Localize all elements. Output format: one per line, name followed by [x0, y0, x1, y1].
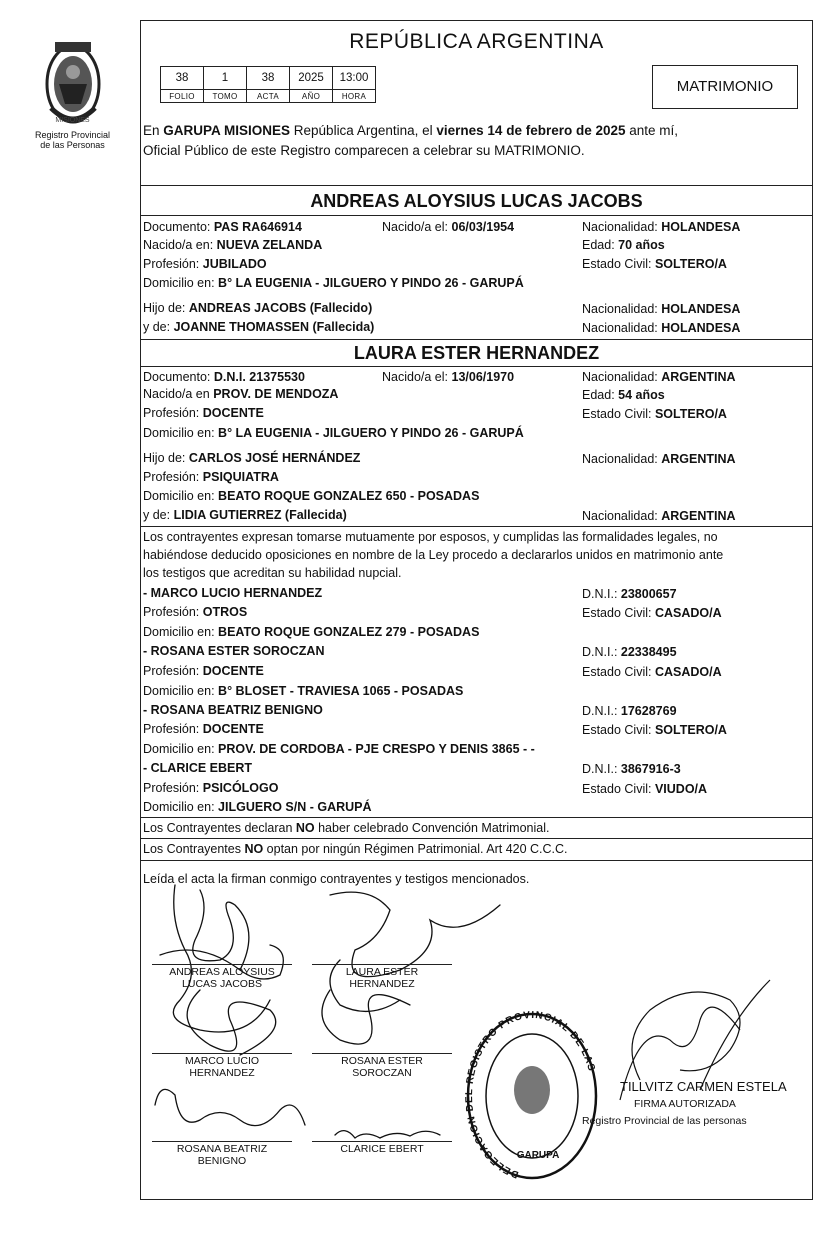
- label: Domicilio en:: [143, 426, 215, 440]
- spouse2-age: [582, 388, 665, 403]
- witness3-dni-value: 17628769: [620, 704, 677, 718]
- label: Domicilio en:: [143, 684, 215, 698]
- intro-line-1: [143, 123, 678, 138]
- spouse2-birthplace: [143, 387, 338, 402]
- registry-logo: [20, 38, 125, 150]
- label: Profesión:: [143, 781, 200, 795]
- witness1-addr: [143, 625, 479, 640]
- witness3-civil: [582, 723, 727, 738]
- spouse2-mother-nat: [582, 509, 736, 524]
- label: Nacionalidad:: [582, 509, 658, 523]
- caption-line: CLARICE EBERT: [340, 1143, 424, 1155]
- witness1-addr-value: BEATO ROQUE GONZALEZ 279 - POSADAS: [218, 625, 480, 639]
- spouse2-birth: [382, 370, 514, 385]
- spouse1-doc: [143, 220, 302, 235]
- spouse2-father-nat: [582, 452, 736, 467]
- convention-line-2: [143, 842, 568, 857]
- label: Estado Civil:: [582, 606, 652, 620]
- intro-text-b: República Argentina, el: [290, 123, 437, 138]
- witness2-name: [143, 644, 325, 659]
- spouse1-mother-nat-value: HOLANDESA: [661, 321, 741, 335]
- divider: [140, 526, 813, 527]
- spouse2-prof: [143, 406, 264, 421]
- declaration-line-1: Los contrayentes expresan tomarse mutuamente por esposos, y cumplidas las formalidades legales, no: [143, 530, 718, 544]
- caption-line: LAURA ESTER: [345, 966, 419, 978]
- spouse2-father-nat-value: ARGENTINA: [661, 452, 736, 466]
- spouse1-prof-value: JUBILADO: [202, 257, 267, 271]
- label: Domicilio en:: [143, 489, 215, 503]
- intro-date: viernes 14 de febrero de 2025: [436, 123, 626, 138]
- spouse1-name: ANDREAS ALOYSIUS LUCAS JACOBS: [310, 191, 643, 211]
- caption-line: HERNANDEZ: [189, 1067, 255, 1079]
- witness2-civil: [582, 665, 722, 680]
- official-name: TILLVITZ CARMEN ESTELA: [620, 1079, 787, 1094]
- label: Profesión:: [143, 722, 200, 736]
- spouse1-age: [582, 238, 665, 253]
- label: Documento:: [143, 220, 211, 234]
- divider: [140, 860, 813, 861]
- label: Profesión:: [143, 605, 200, 619]
- label: Hijo de:: [143, 301, 186, 315]
- registry-caption-1: Registro Provincial: [34, 130, 111, 140]
- label: Profesión:: [143, 257, 200, 271]
- stamp-ring-text: DELEGACION DEL REGISTRO PROVINCIAL DE LAS: [463, 1009, 597, 1180]
- witness2-addr-value: B° BLOSET - TRAVIESA 1065 - POSADAS: [218, 684, 464, 698]
- witness2-addr: [143, 684, 463, 699]
- spouse1-addr-value: B° LA EUGENIA - JILGUERO Y PINDO 26 - GARUPÁ: [218, 276, 524, 290]
- negation: NO: [244, 842, 264, 856]
- witness3-prof: [143, 722, 264, 737]
- tomo-value: 1: [204, 67, 247, 90]
- label: Profesión:: [143, 406, 200, 420]
- label: D.N.I.:: [582, 762, 618, 776]
- spouse1-civil-value: SOLTERO/A: [654, 257, 727, 271]
- divider: [140, 838, 813, 839]
- label: D.N.I.:: [582, 587, 618, 601]
- spouse1-age-value: 70 años: [618, 238, 665, 252]
- witness2-name-value: - ROSANA ESTER SOROCZAN: [143, 644, 325, 658]
- label: Edad:: [582, 238, 615, 252]
- caption-line: SOROCZAN: [352, 1067, 412, 1079]
- anio-label: AÑO: [290, 90, 333, 103]
- closing-statement: Leída el acta la firman conmigo contrayentes y testigos mencionados.: [143, 872, 530, 886]
- signature-caption-5: [152, 1143, 292, 1167]
- spouse2-addr-value: B° LA EUGENIA - JILGUERO Y PINDO 26 - GARUPÁ: [218, 426, 524, 440]
- spouse2-mother-value: LIDIA GUTIERREZ (Fallecida): [173, 508, 347, 522]
- witness1-civil-value: CASADO/A: [654, 606, 722, 620]
- label: Domicilio en:: [143, 276, 215, 290]
- label: Nacionalidad:: [582, 370, 658, 384]
- spouse2-father: [143, 451, 360, 466]
- divider: [140, 215, 813, 216]
- spouse2-doc: [143, 370, 305, 385]
- witness3-civil-value: SOLTERO/A: [654, 723, 727, 737]
- page-title: REPÚBLICA ARGENTINA: [349, 30, 604, 53]
- label: Nacionalidad:: [582, 452, 658, 466]
- text: haber celebrado Convención Matrimonial.: [314, 821, 550, 835]
- witness4-addr: [143, 800, 372, 815]
- text: Los Contrayentes declaran: [143, 821, 296, 835]
- intro-line-2: Oficial Público de este Registro comparecen a celebrar su MATRIMONIO.: [143, 143, 585, 158]
- witness1-name-value: - MARCO LUCIO HERNANDEZ: [143, 586, 323, 600]
- signature-scribble-5: [155, 1089, 305, 1125]
- witness3-name-value: - ROSANA BEATRIZ BENIGNO: [143, 703, 323, 717]
- witness4-dni: [582, 762, 681, 777]
- signature-caption-1: [152, 966, 292, 990]
- witness2-prof-value: DOCENTE: [202, 664, 264, 678]
- stamp-bottom-text: GARUPA: [516, 1150, 560, 1161]
- acta-value: 38: [247, 67, 290, 90]
- spouse2-father-prof: [143, 470, 279, 485]
- spouse1-birth-value: 06/03/1954: [451, 220, 515, 234]
- signature-caption-2: [312, 966, 452, 990]
- signature-line: [152, 964, 292, 965]
- label: D.N.I.:: [582, 645, 618, 659]
- spouse1-mother: [143, 320, 374, 335]
- act-type-box: MATRIMONIO: [652, 65, 798, 109]
- witness2-dni: [582, 645, 677, 660]
- anio-value: 2025: [290, 67, 333, 90]
- spouse2-addr: [143, 426, 524, 441]
- label: Estado Civil:: [582, 665, 652, 679]
- hora-value: 13:00: [333, 67, 376, 90]
- registry-caption-2: de las Personas: [40, 140, 105, 150]
- witness1-dni-value: 23800657: [620, 587, 677, 601]
- witness4-name-value: - CLARICE EBERT: [143, 761, 253, 775]
- spouse1-mother-value: JOANNE THOMASSEN (Fallecida): [173, 320, 375, 334]
- witness4-addr-value: JILGUERO S/N - GARUPÁ: [218, 800, 372, 814]
- label: Nacionalidad:: [582, 302, 658, 316]
- spouse1-mother-nat: [582, 321, 740, 336]
- label: Nacido/a el:: [382, 370, 449, 384]
- label: Hijo de:: [143, 451, 186, 465]
- spouse2-father-addr-value: BEATO ROQUE GONZALEZ 650 - POSADAS: [218, 489, 480, 503]
- spouse2-age-value: 54 años: [618, 388, 665, 402]
- folio-value: 38: [161, 67, 204, 90]
- spouse1-birthplace: [143, 238, 322, 253]
- witness4-prof: [143, 781, 278, 796]
- spouse2-mother-nat-value: ARGENTINA: [661, 509, 736, 523]
- witness3-name: [143, 703, 323, 718]
- divider: [140, 339, 813, 340]
- signature-line: [312, 1141, 452, 1142]
- spouse1-prof: [143, 257, 267, 272]
- label: Edad:: [582, 388, 615, 402]
- folio-label: FOLIO: [161, 90, 204, 103]
- label: D.N.I.:: [582, 704, 618, 718]
- acta-label: ACTA: [247, 90, 290, 103]
- spouse2-father-value: CARLOS JOSÉ HERNÁNDEZ: [188, 451, 361, 465]
- label: y de:: [143, 508, 171, 522]
- intro-text-c: ante mí,: [625, 123, 679, 138]
- witness4-name: [143, 761, 252, 776]
- spouse2-doc-value: D.N.I. 21375530: [213, 370, 305, 384]
- spouse1-father-nat-value: HOLANDESA: [661, 302, 741, 316]
- spouse2-name: LAURA ESTER HERNANDEZ: [353, 343, 600, 363]
- witness3-addr: [143, 742, 535, 757]
- spouse1-father-value: ANDREAS JACOBS (Fallecido): [188, 301, 373, 315]
- crest-text: MISIONES: [55, 117, 90, 124]
- spouse2-prof-value: DOCENTE: [202, 406, 264, 420]
- witness3-prof-value: DOCENTE: [202, 722, 264, 736]
- label: Profesión:: [143, 470, 200, 484]
- label: Domicilio en:: [143, 742, 215, 756]
- witness4-dni-value: 3867916-3: [620, 762, 681, 776]
- caption-line: LUCAS JACOBS: [182, 978, 262, 990]
- spouse1-nat: [582, 220, 740, 235]
- signature-caption-3: [152, 1055, 292, 1079]
- caption-line: HERNANDEZ: [349, 978, 415, 990]
- caption-line: MARCO LUCIO: [184, 1055, 260, 1067]
- text: optan por ningún Régimen Patrimonial. Art 420 C.C.C.: [263, 842, 568, 856]
- spouse1-doc-value: PAS RA646914: [213, 220, 302, 234]
- witness1-civil: [582, 606, 722, 621]
- label: y de:: [143, 320, 171, 334]
- caption-line: ANDREAS ALOYSIUS: [169, 966, 275, 978]
- label: Estado Civil:: [582, 257, 652, 271]
- spouse2-father-prof-value: PSIQUIATRA: [202, 470, 279, 484]
- spouse1-addr: [143, 276, 524, 291]
- divider: [140, 366, 813, 367]
- spouse1-father-nat: [582, 302, 740, 317]
- label: Nacido/a en:: [143, 238, 214, 252]
- spouse1-civil: [582, 257, 727, 272]
- hora-label: HORA: [333, 90, 376, 103]
- label: Nacido/a en: [143, 387, 210, 401]
- tomo-label: TOMO: [204, 90, 247, 103]
- witness2-dni-value: 22338495: [620, 645, 677, 659]
- intro-place: GARUPA MISIONES: [163, 123, 291, 138]
- label: Nacionalidad:: [582, 220, 658, 234]
- label: Estado Civil:: [582, 723, 652, 737]
- witness2-civil-value: CASADO/A: [654, 665, 722, 679]
- label: Domicilio en:: [143, 625, 215, 639]
- divider: [140, 817, 813, 818]
- label: Estado Civil:: [582, 407, 652, 421]
- spouse2-civil: [582, 407, 727, 422]
- spouse2-civil-value: SOLTERO/A: [654, 407, 727, 421]
- label: Nacido/a el:: [382, 220, 449, 234]
- witness1-prof-value: OTROS: [202, 605, 248, 619]
- spouse2-mother: [143, 508, 347, 523]
- spouse2-nat-value: ARGENTINA: [661, 370, 736, 384]
- text: Los Contrayentes: [143, 842, 245, 856]
- signature-line: [152, 1053, 292, 1054]
- label: Nacionalidad:: [582, 321, 658, 335]
- witness1-dni: [582, 587, 677, 602]
- signature-caption-6: [312, 1143, 452, 1155]
- spouse1-birth: [382, 220, 514, 235]
- witness1-prof: [143, 605, 247, 620]
- spouse1-birthplace-value: NUEVA ZELANDA: [216, 238, 323, 252]
- signature-caption-4: [312, 1055, 452, 1079]
- caption-line: ROSANA BEATRIZ: [176, 1143, 268, 1155]
- signature-line: [312, 1053, 452, 1054]
- official-org: Registro Provincial de las personas: [582, 1115, 747, 1127]
- convention-line-1: [143, 821, 549, 836]
- label: Domicilio en:: [143, 800, 215, 814]
- signature-scribble-6: [335, 1131, 440, 1138]
- spouse2-father-addr: [143, 489, 479, 504]
- intro-text-a: En: [143, 123, 164, 138]
- spouse2-birth-value: 13/06/1970: [451, 370, 515, 384]
- witness2-prof: [143, 664, 264, 679]
- label: Profesión:: [143, 664, 200, 678]
- caption-line: BENIGNO: [197, 1155, 247, 1167]
- declaration-line-2: habiéndose deducido oposiciones en nombre de la Ley procedo a declararlos unidos en matrimonio ante: [143, 548, 724, 562]
- declaration-line-3: los testigos que acreditan su habilidad nupcial.: [143, 566, 402, 580]
- spouse2-birthplace-value: PROV. DE MENDOZA: [213, 387, 339, 401]
- spouse1-father: [143, 301, 372, 316]
- witness4-prof-value: PSICÓLOGO: [202, 781, 279, 795]
- spouse1-nat-value: HOLANDESA: [661, 220, 741, 234]
- official-role: FIRMA AUTORIZADA: [634, 1098, 736, 1110]
- label: Documento:: [143, 370, 211, 384]
- witness3-addr-value: PROV. DE CORDOBA - PJE CRESPO Y DENIS 3865 - -: [218, 742, 535, 756]
- witness1-name: [143, 586, 322, 601]
- signature-line: [312, 964, 452, 965]
- witness3-dni: [582, 704, 677, 719]
- act-reference-table: [160, 66, 376, 103]
- witness4-civil: [582, 782, 707, 797]
- spouse2-nat: [582, 370, 736, 385]
- divider: [140, 185, 813, 186]
- negation: NO: [295, 821, 315, 835]
- signature-scribble-3: [187, 990, 276, 1055]
- signature-line: [152, 1141, 292, 1142]
- label: Estado Civil:: [582, 782, 652, 796]
- witness4-civil-value: VIUDO/A: [654, 782, 708, 796]
- caption-line: ROSANA ESTER: [341, 1055, 423, 1067]
